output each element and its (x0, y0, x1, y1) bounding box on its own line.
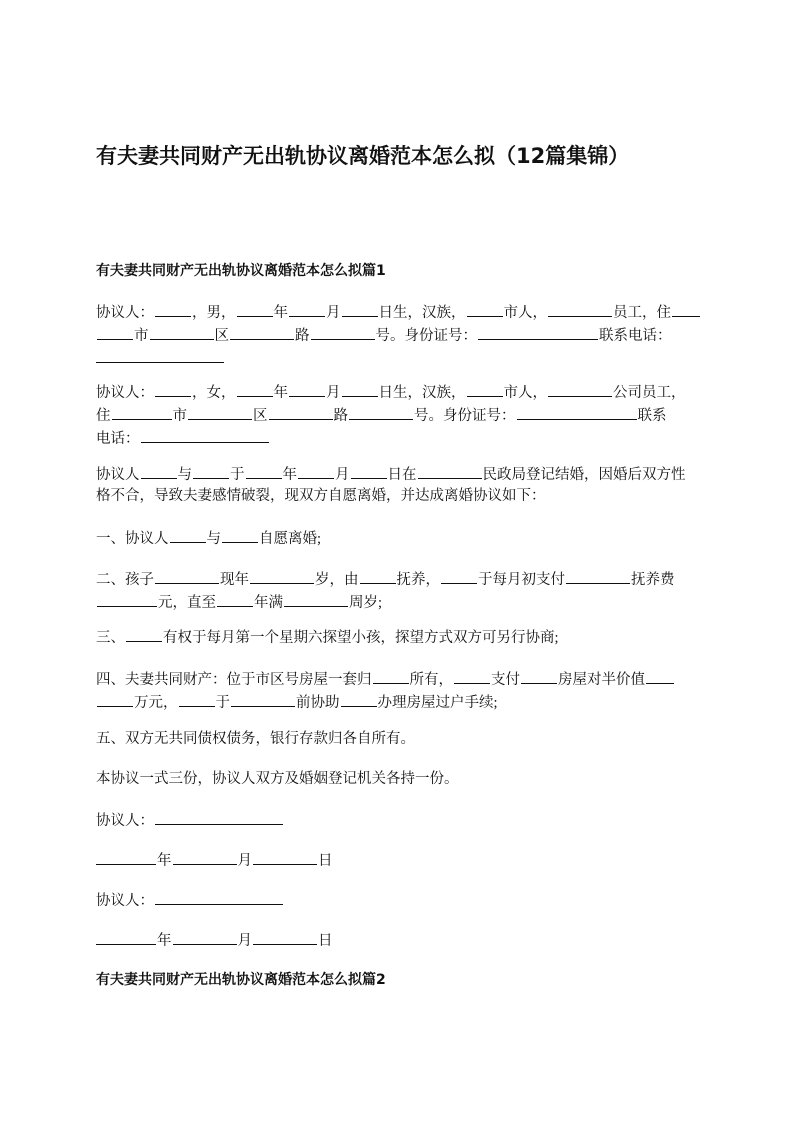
party-blank (179, 691, 215, 707)
company-blank (548, 381, 612, 397)
party-b-blank (222, 527, 258, 543)
payer-blank (441, 568, 477, 584)
marriage-line-2: 格不合，导致夫妻感情破裂，现双方自愿离婚，并达成离婚协议如下： (96, 488, 546, 504)
label: 协议人： (96, 305, 154, 321)
label: 年满 (254, 595, 283, 611)
label: 市人， (503, 385, 547, 401)
label: 一、协议人 (96, 531, 169, 547)
party-a-blank (170, 527, 206, 543)
item-1 (96, 527, 698, 550)
label: 协议人： (96, 385, 154, 401)
signature-blank (155, 809, 283, 825)
label: 民政局登记结婚，因婚后双方性 (482, 467, 686, 483)
party-a-line-2 (96, 324, 698, 347)
year-blank (96, 849, 156, 865)
day-blank (342, 301, 378, 317)
year-blank (237, 301, 273, 317)
label: 与 (206, 531, 221, 547)
label: 岁，由 (315, 572, 359, 588)
bureau-blank (418, 463, 482, 479)
address-blank (97, 324, 133, 340)
payee-blank (521, 668, 557, 684)
label: 年 (157, 933, 172, 949)
section-heading-1: 有夫妻共同财产无出轨协议离婚范本怎么拟篇1 (96, 263, 386, 279)
label: 月 (326, 385, 341, 401)
label: 协议人 (96, 467, 140, 483)
signature-date-2 (96, 929, 698, 952)
value-blank (97, 691, 133, 707)
label: 年 (282, 467, 297, 483)
label: 日生，汉族， (378, 305, 466, 321)
custodian-blank (360, 568, 396, 584)
number-blank (349, 404, 413, 420)
label: 月 (237, 933, 252, 949)
owner-blank (373, 668, 409, 684)
label: 号。身份证号： (414, 408, 516, 424)
label: 所有， (409, 672, 453, 688)
month-blank (289, 301, 325, 317)
employer-blank (548, 301, 612, 317)
name-blank (155, 301, 191, 317)
label: 电话： (96, 431, 140, 447)
amount-blank (566, 568, 630, 584)
party-a-line-1 (96, 301, 698, 324)
label: 二、孩子 (96, 572, 154, 588)
road-blank (230, 324, 294, 340)
month-blank (289, 381, 325, 397)
label: 市人， (503, 305, 547, 321)
day-blank (342, 381, 378, 397)
label: 员工，住 (613, 305, 671, 321)
label: 区 (214, 328, 229, 344)
visitor-blank (126, 626, 162, 642)
payer-blank (454, 668, 490, 684)
item-2-line-1 (96, 568, 698, 591)
age-limit-blank (284, 591, 348, 607)
label: 路 (333, 408, 348, 424)
road-blank (269, 404, 333, 420)
label: 年 (273, 305, 288, 321)
city-blank (467, 301, 503, 317)
label: 有权于每月第一个星期六探望小孩，探望方式双方可另行协商; (163, 630, 559, 646)
label: 年 (157, 853, 172, 869)
label: 抚养费 (631, 572, 675, 588)
label: 于 (215, 695, 230, 711)
item-5: 五、双方无共同债权债务，银行存款归各自所有。 (96, 731, 415, 747)
label: 三、 (96, 630, 125, 646)
label: 协议人： (96, 813, 154, 829)
label: 自愿离婚; (259, 531, 322, 547)
id-number-blank (478, 324, 598, 340)
child-blank (217, 591, 253, 607)
district-blank (150, 324, 214, 340)
label: 协议人： (96, 893, 154, 909)
party-b-paragraph (96, 381, 698, 450)
label: 月 (326, 305, 341, 321)
label: 路 (295, 328, 310, 344)
party-blank (341, 691, 377, 707)
label: 前协助 (296, 695, 340, 711)
month-blank (298, 463, 334, 479)
label: 支付 (491, 672, 520, 688)
label: 日在 (387, 467, 417, 483)
label: 元，直至 (158, 595, 216, 611)
label: 市 (134, 328, 149, 344)
label: 四、夫妻共同财产：位于市区号房屋一套归 (96, 672, 372, 688)
item-3 (96, 626, 698, 649)
label: 于每月初支付 (478, 572, 565, 588)
copies-clause: 本协议一式三份，协议人双方及婚姻登记机关各持一份。 (96, 771, 459, 787)
label: 住 (96, 408, 111, 424)
marriage-paragraph (96, 463, 698, 507)
number-blank (311, 324, 375, 340)
label: 年 (273, 385, 288, 401)
month-blank (173, 849, 237, 865)
year-blank (246, 463, 282, 479)
phone-blank (141, 427, 269, 443)
party-b-blank (193, 463, 229, 479)
item-4-line-1 (96, 668, 698, 691)
label: 月 (237, 853, 252, 869)
district-blank (188, 404, 252, 420)
day-blank (253, 929, 317, 945)
year-blank (96, 929, 156, 945)
child-name-blank (155, 568, 219, 584)
date-blank (231, 691, 295, 707)
signature-date-1 (96, 849, 698, 872)
year-blank (237, 381, 273, 397)
address-blank (672, 301, 700, 317)
label: ，女， (192, 385, 236, 401)
party-a-blank (141, 463, 177, 479)
amount-blank (97, 591, 157, 607)
party-b-line-1 (96, 381, 698, 404)
signature-party-2 (96, 889, 698, 912)
phone-blank (96, 347, 224, 363)
party-b-line-3 (96, 427, 698, 450)
item-4 (96, 668, 698, 714)
label: 区 (253, 408, 268, 424)
label: 日 (318, 853, 333, 869)
month-blank (173, 929, 237, 945)
signature-party-1 (96, 809, 698, 832)
day-blank (253, 849, 317, 865)
label: 与 (177, 467, 192, 483)
label: 万元， (134, 695, 178, 711)
label: 抚养， (396, 572, 440, 588)
label: 市 (172, 408, 187, 424)
item-2-line-2 (96, 591, 698, 614)
age-blank (250, 568, 314, 584)
city-blank (112, 404, 172, 420)
signature-blank (155, 889, 283, 905)
label: ，男， (192, 305, 236, 321)
label: 号。身份证号： (375, 328, 477, 344)
city-blank (467, 381, 503, 397)
label: 办理房屋过户手续; (377, 695, 498, 711)
item-4-line-2 (96, 691, 698, 714)
section-heading-2: 有夫妻共同财产无出轨协议离婚范本怎么拟篇2 (96, 972, 386, 988)
label: 联系 (637, 408, 667, 424)
label: 周岁; (349, 595, 383, 611)
id-number-blank (517, 404, 637, 420)
label: 联系电话： (599, 328, 672, 344)
item-2 (96, 568, 698, 614)
marriage-line-1 (96, 463, 698, 486)
label: 公司员工， (613, 385, 686, 401)
label: 日生，汉族， (378, 385, 466, 401)
label: 日 (318, 933, 333, 949)
party-a-line-3 (96, 347, 698, 370)
label: 于 (230, 467, 245, 483)
party-a-paragraph (96, 301, 698, 370)
day-blank (351, 463, 387, 479)
party-b-line-2 (96, 404, 698, 427)
document-title: 有夫妻共同财产无出轨协议离婚范本怎么拟（12篇集锦） (96, 144, 630, 168)
label: 房屋对半价值 (558, 672, 645, 688)
name-blank (155, 381, 191, 397)
value-blank (646, 668, 674, 684)
label: 月 (335, 467, 350, 483)
label: 现年 (220, 572, 249, 588)
